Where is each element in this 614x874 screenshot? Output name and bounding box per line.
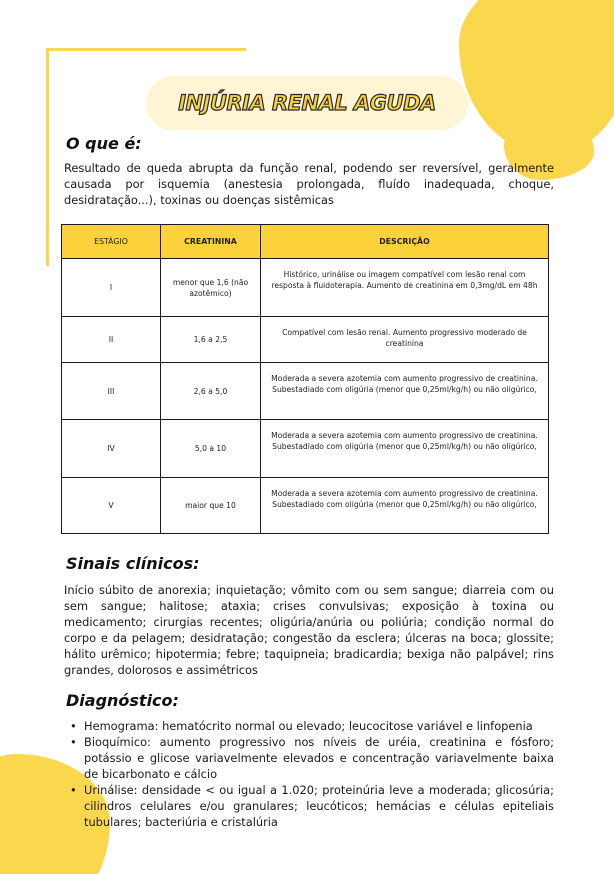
- list-item: • Urinálise: densidade < ou igual a 1.020; proteinúria leve a moderada; glicosúria; cilindros celulares e/ou granulares; leucóticos; hemácias e células epiteliais tubulares; bacteriúria e cristalúria: [70, 782, 554, 830]
- section-heading-diagnosis: Diagnóstico:: [66, 691, 179, 710]
- cell-stage: V: [62, 478, 161, 534]
- clinical-signs-paragraph: Início súbito de anorexia; inquietação; vômito com ou sem sangue; diarreia com ou sem sangue; halitose; ataxia; crises convulsivas; exposição à toxina ou medicamento; cirurgias recentes; oligúria/anúria ou poliúria; condição normal do corpo e da pelagem; desidratação; congestão da esclera; úlceras na boca; glossite; hálito urêmico; hipotermia; febre; taquipneia; bradicardia; bexiga não palpável; rins grandes, dolorosos e assimétricos: [64, 583, 554, 677]
- table-row: [62, 478, 549, 534]
- header-creatinine: CREATININA: [161, 225, 261, 259]
- cell-description: Histórico, urinálise ou imagem compatível com lesão renal com resposta à fluidoterapia. Aumento de creatinina em 0,3mg/dL em 48h: [261, 259, 549, 317]
- decorative-frame-line-vertical: [46, 48, 49, 266]
- definition-paragraph: Resultado de queda abrupta da função renal, podendo ser reversível, geralmente causada por isquemia (anestesia prolongada, fluído inadequada, choque, desidratação...), toxinas ou doenças sistêmicas: [64, 161, 554, 207]
- table-row: [62, 363, 549, 420]
- cell-creatinine: 2,6 a 5,0: [161, 363, 261, 420]
- cell-stage: II: [62, 317, 161, 363]
- cell-description: Moderada a severa azotemia com aumento progressivo de creatinina. Subestadiado com oligúria (menor que 0,25ml/kg/h) ou não oligúrico,: [261, 478, 549, 534]
- cell-stage: III: [62, 363, 161, 420]
- table-row: [62, 317, 549, 363]
- cell-creatinine: maior que 10: [161, 478, 261, 534]
- list-item: • Bioquímico: aumento progressivo nos níveis de uréia, creatinina e fósforo; potássio e glicose variavelmente elevados e concentração variavelmente baixa de bicarbonato e cálcio: [70, 734, 554, 782]
- table-row: [62, 259, 549, 317]
- decorative-frame-line-horizontal: [46, 48, 246, 51]
- section-heading-signs: Sinais clínicos:: [66, 554, 200, 573]
- diagnosis-list: [70, 718, 554, 830]
- cell-description: Moderada a severa azotemia com aumento progressivo de creatinina. Subestadiado com oligúria (menor que 0,25ml/kg/h) ou não oligúrico,: [261, 420, 549, 478]
- cell-description: Moderada a severa azotemia com aumento progressivo de creatinina. Subestadiado com oligúria (menor que 0,25ml/kg/h) ou não oligúrico,: [261, 363, 549, 420]
- page-title: INJÚRIA RENAL AGUDA: [178, 91, 436, 115]
- header-description: DESCRIÇÃO: [261, 225, 549, 259]
- cell-creatinine: 1,6 a 2,5: [161, 317, 261, 363]
- staging-table: [61, 224, 549, 534]
- cell-description: Compatível com lesão renal. Aumento progressivo moderado de creatinina: [261, 317, 549, 363]
- cell-creatinine: menor que 1,6 (não azotêmico): [161, 259, 261, 317]
- list-item: • Hemograma: hematócrito normal ou elevado; leucocitose variável e linfopenia: [70, 718, 554, 734]
- cell-stage: IV: [62, 420, 161, 478]
- cell-stage: I: [62, 259, 161, 317]
- title-banner: [146, 76, 468, 130]
- section-heading-what: O que é:: [66, 134, 142, 153]
- cell-creatinine: 5,0 a 10: [161, 420, 261, 478]
- header-stage: ESTÁGIO: [62, 225, 161, 259]
- table-row: [62, 420, 549, 478]
- table-header-row: [62, 225, 549, 259]
